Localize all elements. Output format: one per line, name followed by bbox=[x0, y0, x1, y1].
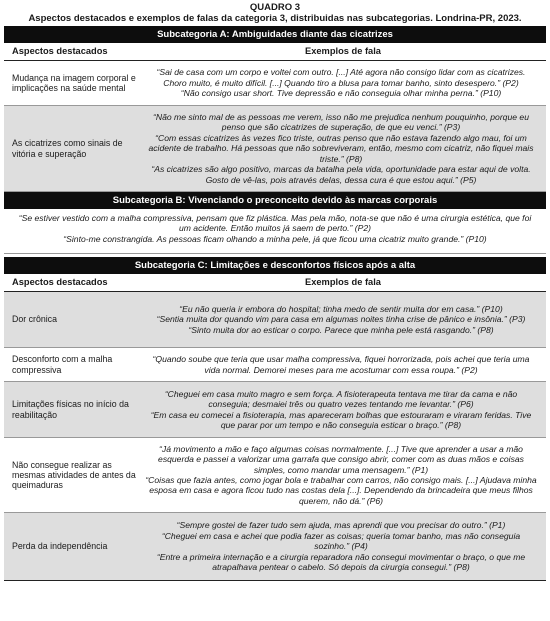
quote: “Não me sinto mal de as pessoas me verem, isso não me prejudica nenhum pouquinho, porque eu penso que são cicatrizes de superação, de que eu venci.” (P3) bbox=[153, 112, 529, 133]
quotes-cell bbox=[140, 348, 546, 381]
quote: “Cheguei em casa e achei que podia fazer as coisas; queria tomar banho, mas não conseguia sozinho.” (P4) bbox=[161, 530, 521, 552]
aspect-cell: Limitações físicas no início da reabilitação bbox=[12, 399, 129, 420]
quote: “Se estiver vestido com a malha compressiva, pensam que fiz plástica. Mas pela mão, nota-se que não é uma cirurgia estética, que foi um acidente. Então muitos já saem de perto.” (P2) bbox=[18, 213, 532, 234]
quote: “Já movimento a mão e faço algumas coisas normalmente. [...] Tive que aprender a usar a mão esquerda e passei a valorizar uma garrafa que consigo abrir, comer com as duas mãos e coisas simples, como mandar uma mensagem.” (P1) bbox=[158, 443, 524, 475]
quotes-cell bbox=[140, 106, 546, 191]
aspect-cell: As cicatrizes como sinais de vitória e superação bbox=[12, 138, 123, 159]
table-row bbox=[4, 292, 546, 348]
column-header-aspects: Aspectos destacados bbox=[12, 277, 108, 287]
caption-title: QUADRO 3 bbox=[249, 2, 301, 13]
column-header-aspects: Aspectos destacados bbox=[12, 46, 108, 56]
quote: “Eu não queria ir embora do hospital; tinha medo de sentir muita dor em casa.” (P10) bbox=[179, 303, 503, 314]
quote: “Quando soube que teria que usar malha compressiva, fiquei horrorizada, pois achei que teria uma vida normal. Demorei meses para me acostumar com essa roupa.” (P2) bbox=[152, 354, 530, 375]
table-row bbox=[4, 382, 546, 438]
subcategory-b-quotes bbox=[4, 209, 546, 254]
quote: “Com essas cicatrizes às vezes fico triste, outras penso que não estava fazendo algo mau, foi um acidente de trabalho. Há pessoas que não sobreviveram, então, mesmo com cicatriz, não fiquei mais triste.” (P8) bbox=[148, 132, 534, 164]
table-row bbox=[4, 438, 546, 513]
aspect-cell: Desconforto com a malha compressiva bbox=[12, 354, 113, 375]
column-header-row-c bbox=[4, 274, 546, 292]
quotes-cell bbox=[140, 382, 546, 437]
quote: “As cicatrizes são algo positivo, marcas da batalha pela vida, oportunidade para estar aqui de volta. Gosto de vê-las, pois através delas, dessa cura é que estou aqui.” (P5) bbox=[151, 164, 531, 185]
column-header-examples: Exemplos de fala bbox=[305, 277, 381, 287]
quote: “Sinto muita dor ao esticar o corpo. Parece que minha pele está rasgando.” (P8) bbox=[188, 324, 494, 335]
quote: “Sempre gostei de fazer tudo sem ajuda, mas aprendi que vou precisar do outro.” (P1) bbox=[176, 520, 506, 531]
quote: “Não consigo usar short. Tive depressão e não conseguia olhar minha perna.” (P10) bbox=[180, 88, 502, 99]
subcategory-a-header: Subcategoria A: Ambiguidades diante das cicatrizes bbox=[4, 26, 546, 43]
table-row bbox=[4, 513, 546, 581]
quote: “Em casa eu comecei a fisioterapia, mas apareceram bolhas que estouraram e viraram feridas. Tive que parar por um tempo e não conseguia esticar o braço.” (P8) bbox=[150, 409, 532, 430]
aspect-cell: Mudança na imagem corporal e implicações na saúde mental bbox=[12, 72, 136, 93]
aspect-cell: Perda da independência bbox=[12, 541, 108, 552]
aspect-cell: Não consegue realizar as mesmas atividades de antes da queimaduras bbox=[12, 459, 136, 491]
column-header-row-a bbox=[4, 43, 546, 61]
quotes-cell bbox=[140, 292, 546, 347]
quotes-cell bbox=[140, 438, 546, 512]
caption-subtitle: Aspectos destacados e exemplos de falas da categoria 3, distribuidas nas subcategorias. Londrina-PR, 2023. bbox=[28, 13, 522, 24]
quote: “Cheguei em casa muito magro e sem força. A fisioterapeuta tentava me tirar da cama e não conseguia; desmaiei três ou quatro vezes tentando me levantar.” (P6) bbox=[164, 388, 518, 410]
table-row bbox=[4, 61, 546, 106]
quote: “Coisas que fazia antes, como jogar bola e trabalhar com carros, não consigo mais. [...] Ajudava minha esposa em casa e agora ficou tudo nas costas dela [...]. Dependendo da brincadeira que meus filhos querem, não dá.” (P6) bbox=[145, 475, 537, 506]
quote: “Entre a primeira internação e a cirurgia reparadora não consegui movimentar o braço, o que me atrapalhava pentear o cabelo. Só depois da cirurgia consegui.” (P8) bbox=[156, 551, 526, 573]
table-row bbox=[4, 106, 546, 192]
quotes-cell bbox=[140, 61, 546, 105]
table-row bbox=[4, 348, 546, 382]
quote: “Sentia muita dor quando vim para casa em algumas noites tinha crise de pânico e insônia.” (P3) bbox=[156, 314, 526, 325]
subcategory-c-header: Subcategoria C: Limitações e desconfortos físicos após a alta bbox=[4, 257, 546, 274]
quote: “Sai de casa com um corpo e voltei com outro. [...] Até agora não consigo lidar com as cicatrizes. Choro muito, é muito difícil. [...] Quando tiro a blusa para tomar banho, sinto desespero.” (P2) bbox=[156, 67, 526, 88]
aspect-cell: Dor crônica bbox=[12, 314, 57, 325]
quotes-cell bbox=[140, 513, 546, 580]
subcategory-b-header: Subcategoria B: Vivenciando o preconceito devido às marcas corporais bbox=[4, 192, 546, 209]
table-caption bbox=[0, 0, 550, 24]
column-header-examples: Exemplos de fala bbox=[305, 46, 381, 56]
quote: “Sinto-me constrangida. As pessoas ficam olhando a minha pele, já que ficou uma cicatriz muito grande.” (P10) bbox=[63, 233, 487, 244]
